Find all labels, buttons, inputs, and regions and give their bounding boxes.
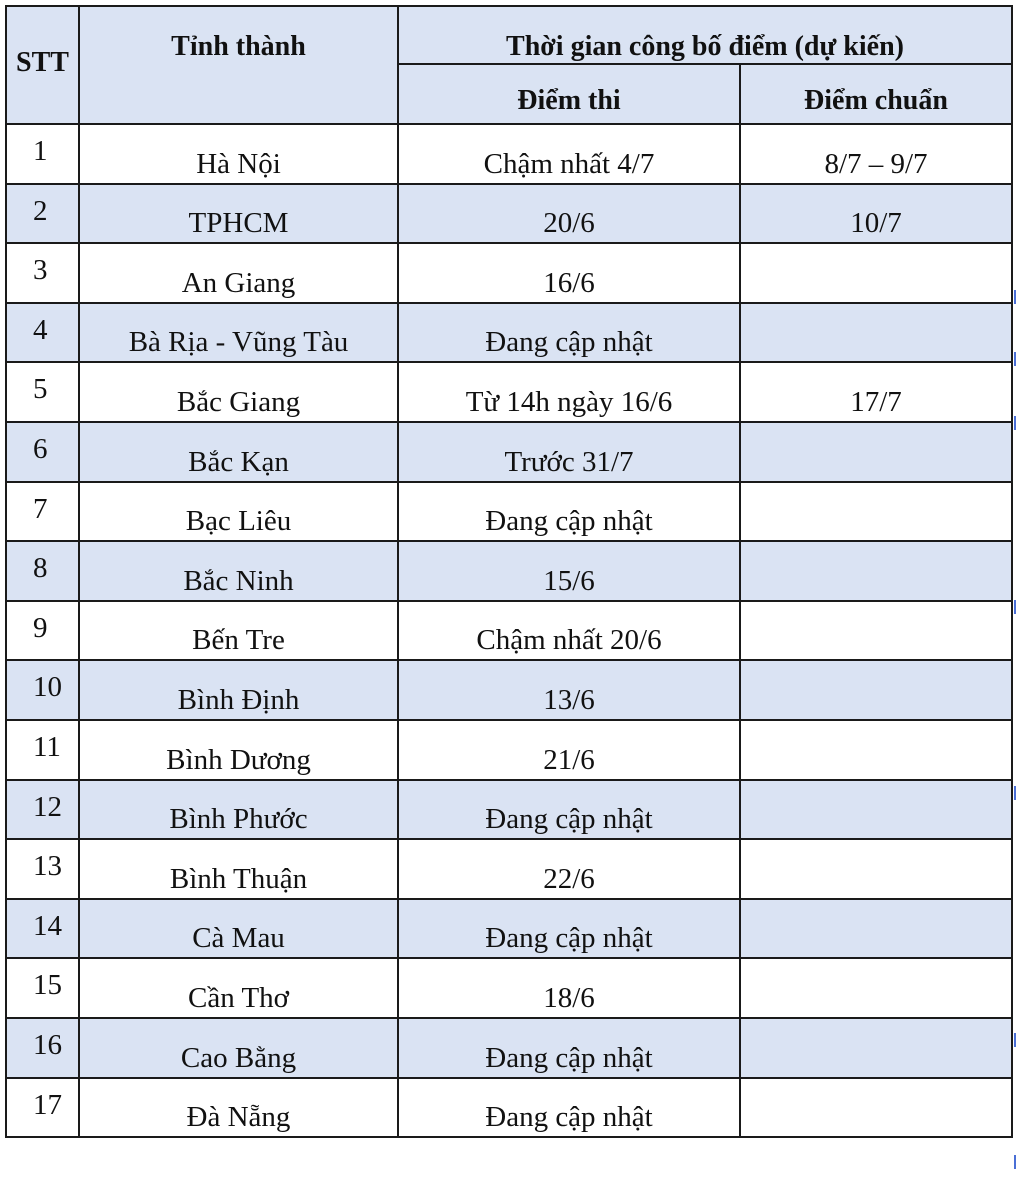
cell-benchmark[interactable]	[740, 482, 1012, 542]
cell-stt[interactable]: 3	[6, 243, 79, 303]
table-row	[6, 1078, 1012, 1138]
cell-exam-score[interactable]: 18/6	[398, 958, 740, 1018]
cell-exam-score[interactable]: Đang cập nhật	[398, 899, 740, 959]
cell-benchmark[interactable]	[740, 660, 1012, 720]
exam-score-schedule-table	[5, 5, 1013, 1138]
cell-benchmark[interactable]: 17/7	[740, 362, 1012, 422]
table-row	[6, 124, 1012, 184]
cell-stt[interactable]: 4	[6, 303, 79, 363]
cell-exam-score[interactable]: 21/6	[398, 720, 740, 780]
cell-exam-score[interactable]: 16/6	[398, 243, 740, 303]
cell-stt[interactable]: 6	[6, 422, 79, 482]
cell-benchmark[interactable]	[740, 839, 1012, 899]
column-edge-marker	[1014, 1155, 1019, 1169]
cell-province[interactable]: An Giang	[79, 243, 398, 303]
cell-benchmark[interactable]	[740, 541, 1012, 601]
cell-province[interactable]: Bắc Kạn	[79, 422, 398, 482]
cell-province[interactable]: Cà Mau	[79, 899, 398, 959]
cell-benchmark[interactable]	[740, 720, 1012, 780]
cell-exam-score[interactable]: Đang cập nhật	[398, 780, 740, 840]
table-row	[6, 243, 1012, 303]
cell-exam-score[interactable]: Đang cập nhật	[398, 1078, 740, 1138]
cell-exam-score[interactable]: 20/6	[398, 184, 740, 244]
column-edge-marker	[1014, 290, 1019, 304]
table-row	[6, 899, 1012, 959]
cell-stt[interactable]: 16	[6, 1018, 79, 1078]
cell-stt[interactable]: 13	[6, 839, 79, 899]
cell-province[interactable]: Cao Bằng	[79, 1018, 398, 1078]
cell-benchmark[interactable]	[740, 780, 1012, 840]
cell-benchmark[interactable]	[740, 1018, 1012, 1078]
cell-benchmark[interactable]: 8/7 – 9/7	[740, 124, 1012, 184]
column-edge-marker	[1014, 416, 1019, 430]
cell-stt[interactable]: 15	[6, 958, 79, 1018]
cell-province[interactable]: Bắc Giang	[79, 362, 398, 422]
table-row	[6, 1018, 1012, 1078]
cell-benchmark[interactable]	[740, 958, 1012, 1018]
cell-exam-score[interactable]: 13/6	[398, 660, 740, 720]
cell-benchmark[interactable]	[740, 1078, 1012, 1138]
cell-province[interactable]: Cần Thơ	[79, 958, 398, 1018]
table-row	[6, 362, 1012, 422]
cell-province[interactable]: Bến Tre	[79, 601, 398, 661]
cell-province[interactable]: Hà Nội	[79, 124, 398, 184]
cell-province[interactable]: Bắc Ninh	[79, 541, 398, 601]
table-body	[6, 124, 1012, 1137]
cell-benchmark[interactable]	[740, 303, 1012, 363]
cell-exam-score[interactable]: Đang cập nhật	[398, 1018, 740, 1078]
cell-benchmark[interactable]	[740, 422, 1012, 482]
cell-stt[interactable]: 11	[6, 720, 79, 780]
cell-stt[interactable]: 10	[6, 660, 79, 720]
cell-benchmark[interactable]: 10/7	[740, 184, 1012, 244]
header-time-group[interactable]: Thời gian công bố điểm (dự kiến)	[398, 6, 1012, 64]
table-row	[6, 303, 1012, 363]
cell-stt[interactable]: 5	[6, 362, 79, 422]
cell-benchmark[interactable]	[740, 243, 1012, 303]
table-row	[6, 601, 1012, 661]
cell-province[interactable]: TPHCM	[79, 184, 398, 244]
cell-province[interactable]: Bà Rịa - Vũng Tàu	[79, 303, 398, 363]
cell-stt[interactable]: 17	[6, 1078, 79, 1138]
cell-province[interactable]: Đà Nẵng	[79, 1078, 398, 1138]
cell-benchmark[interactable]	[740, 601, 1012, 661]
cell-stt[interactable]: 1	[6, 124, 79, 184]
cell-exam-score[interactable]: 22/6	[398, 839, 740, 899]
cell-province[interactable]: Bạc Liêu	[79, 482, 398, 542]
table-row	[6, 541, 1012, 601]
cell-province[interactable]: Bình Phước	[79, 780, 398, 840]
header-province[interactable]: Tỉnh thành	[79, 6, 398, 124]
table-row	[6, 422, 1012, 482]
header-stt[interactable]: STT	[6, 6, 79, 124]
table-row	[6, 839, 1012, 899]
cell-stt[interactable]: 8	[6, 541, 79, 601]
cell-province[interactable]: Bình Định	[79, 660, 398, 720]
cell-exam-score[interactable]: 15/6	[398, 541, 740, 601]
cell-exam-score[interactable]: Từ 14h ngày 16/6	[398, 362, 740, 422]
cell-exam-score[interactable]: Đang cập nhật	[398, 482, 740, 542]
table-row	[6, 958, 1012, 1018]
cell-stt[interactable]: 12	[6, 780, 79, 840]
header-exam-score[interactable]: Điểm thi	[398, 64, 740, 124]
table-row	[6, 720, 1012, 780]
cell-exam-score[interactable]: Đang cập nhật	[398, 303, 740, 363]
cell-province[interactable]: Bình Dương	[79, 720, 398, 780]
column-edge-marker	[1014, 786, 1019, 800]
cell-stt[interactable]: 14	[6, 899, 79, 959]
cell-stt[interactable]: 9	[6, 601, 79, 661]
column-edge-marker	[1014, 1033, 1019, 1047]
table-row	[6, 780, 1012, 840]
cell-exam-score[interactable]: Chậm nhất 20/6	[398, 601, 740, 661]
cell-exam-score[interactable]: Chậm nhất 4/7	[398, 124, 740, 184]
table-row	[6, 660, 1012, 720]
header-benchmark[interactable]: Điểm chuẩn	[740, 64, 1012, 124]
table-row	[6, 184, 1012, 244]
cell-province[interactable]: Bình Thuận	[79, 839, 398, 899]
cell-benchmark[interactable]	[740, 899, 1012, 959]
column-edge-marker	[1014, 352, 1019, 366]
table-row	[6, 482, 1012, 542]
cell-stt[interactable]: 2	[6, 184, 79, 244]
column-edge-marker	[1014, 600, 1019, 614]
cell-exam-score[interactable]: Trước 31/7	[398, 422, 740, 482]
cell-stt[interactable]: 7	[6, 482, 79, 542]
